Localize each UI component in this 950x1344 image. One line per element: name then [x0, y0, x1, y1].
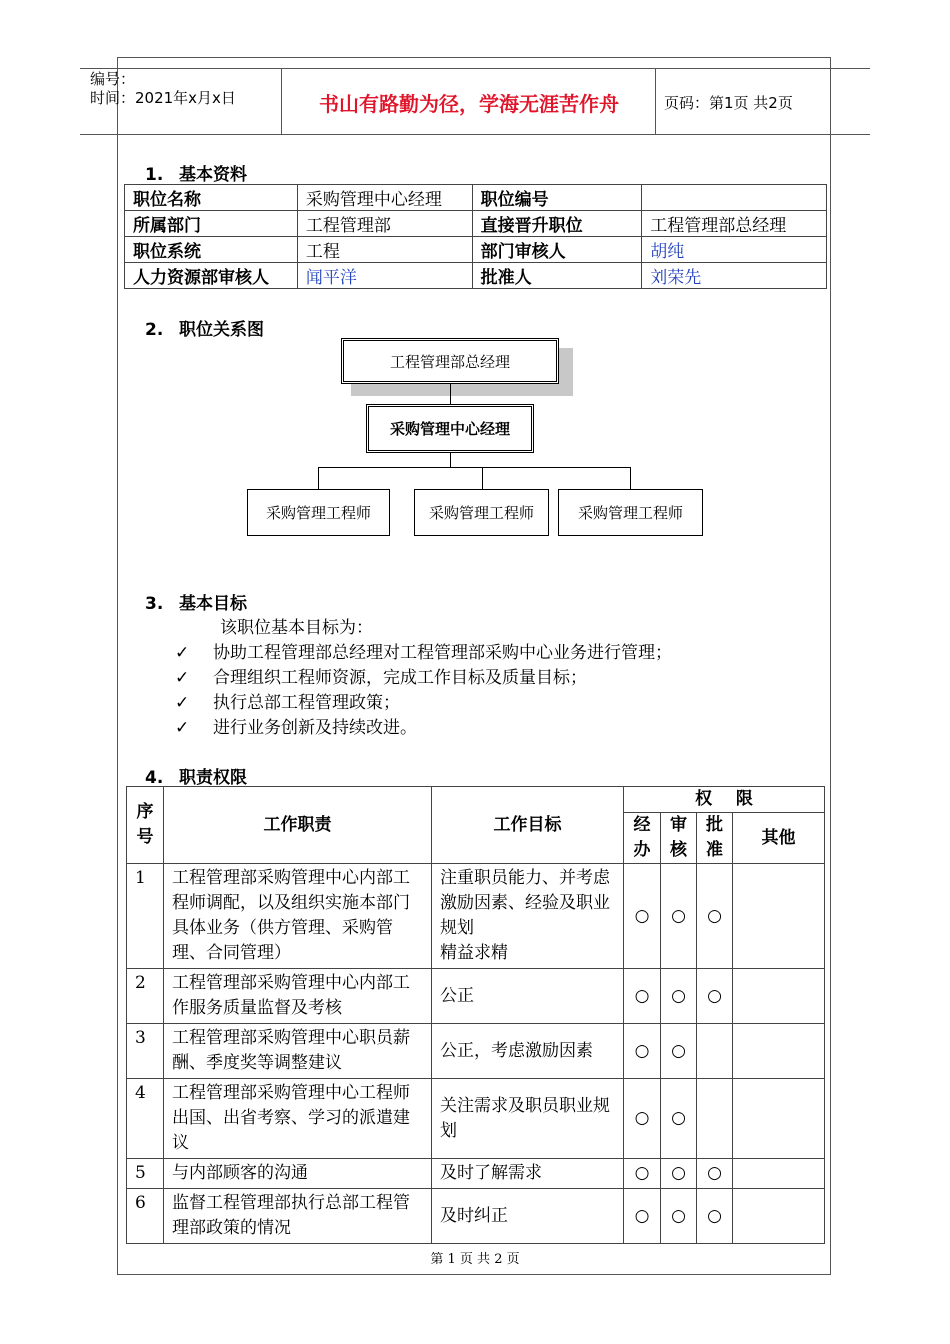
mark-cell: ○	[661, 1159, 697, 1189]
value-cell: 刘荣先	[642, 263, 827, 289]
seq-cell: 5	[127, 1159, 164, 1189]
header-authority: 权 限	[624, 787, 825, 813]
header-bottom-rule	[80, 134, 870, 135]
org-node-child: 采购管理工程师	[247, 489, 390, 536]
section-label: 基本资料	[179, 165, 247, 185]
table-header-row	[127, 787, 825, 813]
goal-cell: 公正	[432, 969, 624, 1024]
connector-line	[630, 467, 631, 489]
seq-cell: 1	[127, 864, 164, 969]
mark-cell: ○	[624, 1189, 661, 1244]
seq-cell: 2	[127, 969, 164, 1024]
seq-cell: 6	[127, 1189, 164, 1244]
label-cell: 直接晋升职位	[472, 211, 642, 237]
list-item-text: 合理组织工程师资源，完成工作目标及质量目标；	[213, 668, 587, 688]
mark-cell: ○	[661, 1024, 697, 1079]
duty-cell: 工程管理部采购管理中心工程师出国、出省考察、学习的派遣建议	[164, 1079, 432, 1159]
mark-cell: ○	[624, 1079, 661, 1159]
duty-cell: 工程管理部采购管理中心职员薪酬、季度奖等调整建议	[164, 1024, 432, 1079]
table-row	[125, 263, 827, 289]
list-item-text: 协助工程管理部总经理对工程管理部采购中心业务进行管理；	[213, 643, 672, 663]
mark-cell: ○	[624, 864, 661, 969]
table-row	[127, 969, 825, 1024]
section-2-title	[145, 315, 264, 340]
table-row	[125, 237, 827, 263]
mark-cell: ○	[661, 864, 697, 969]
header-top-rule	[80, 68, 870, 69]
value-cell: 工程管理部总经理	[642, 211, 827, 237]
objective-intro: 该职位基本目标为：	[220, 618, 373, 638]
mark-cell: ○	[697, 1159, 733, 1189]
org-node-child: 采购管理工程师	[558, 489, 703, 536]
mark-cell: ○	[661, 1189, 697, 1244]
mark-cell: ○	[661, 1079, 697, 1159]
label-cell: 职位名称	[125, 185, 298, 211]
number-label: 编号：	[90, 70, 136, 88]
seq-cell: 4	[127, 1079, 164, 1159]
checkmark-icon: ✓	[175, 643, 190, 663]
duty-cell: 工程管理部采购管理中心内部工作服务质量监督及考核	[164, 969, 432, 1024]
checkmark-icon: ✓	[175, 668, 190, 688]
label-cell: 职位编号	[472, 185, 642, 211]
org-node-top: 工程管理部总经理	[341, 338, 559, 384]
value-cell	[642, 185, 827, 211]
header-seq: 序号	[127, 787, 164, 864]
mark-cell: ○	[697, 864, 733, 969]
mark-cell	[697, 1079, 733, 1159]
value-cell: 工程	[297, 237, 472, 263]
label-cell: 部门审核人	[472, 237, 642, 263]
mark-cell	[733, 1189, 825, 1244]
header-other: 其他	[733, 813, 825, 864]
section-3-title	[145, 589, 247, 614]
table-row	[127, 864, 825, 969]
duty-cell: 工程管理部采购管理中心内部工程师调配，以及组织实施本部门具体业务（供方管理、采购管理、合同管理）	[164, 864, 432, 969]
header-review: 审核	[661, 813, 697, 864]
value-cell: 工程管理部	[297, 211, 472, 237]
time-label: 时间：2021年x月x日	[90, 89, 236, 107]
header-do: 经办	[624, 813, 661, 864]
mark-cell: ○	[624, 1024, 661, 1079]
value-cell: 胡纯	[642, 237, 827, 263]
header-duty: 工作职责	[164, 787, 432, 864]
mark-cell	[733, 1024, 825, 1079]
section-label: 职位关系图	[179, 320, 264, 340]
section-number: 1.	[145, 165, 164, 185]
connector-line	[450, 453, 451, 467]
section-label: 基本目标	[179, 594, 247, 614]
checkmark-icon: ✓	[175, 693, 190, 713]
value-cell: 闻平洋	[297, 263, 472, 289]
header-motto: 书山有路勤为径，学海无涯苦作舟	[319, 92, 619, 116]
section-number: 2.	[145, 320, 164, 340]
table-row	[127, 1079, 825, 1159]
list-item	[175, 638, 672, 663]
list-item	[175, 713, 417, 738]
mark-cell	[733, 864, 825, 969]
header-goal: 工作目标	[432, 787, 624, 864]
label-cell: 人力资源部审核人	[125, 263, 298, 289]
list-item	[175, 688, 400, 713]
duty-table	[126, 786, 825, 1244]
header-divider	[655, 68, 656, 134]
goal-cell: 及时纠正	[432, 1189, 624, 1244]
section-1-title	[145, 160, 247, 185]
goal-cell: 公正，考虑激励因素	[432, 1024, 624, 1079]
connector-line	[450, 384, 451, 404]
mark-cell	[733, 1159, 825, 1189]
header-approve: 批准	[697, 813, 733, 864]
mark-cell: ○	[661, 969, 697, 1024]
table-row	[127, 1189, 825, 1244]
connector-line	[482, 467, 483, 489]
page-footer: 第 1 页 共 2 页	[430, 1252, 520, 1267]
mark-cell	[733, 1079, 825, 1159]
seq-cell: 3	[127, 1024, 164, 1079]
list-item-text: 进行业务创新及持续改进。	[213, 718, 417, 738]
header-meta	[90, 70, 236, 108]
goal-cell: 注重职员能力、并考虑激励因素、经验及职业规划 精益求精	[432, 864, 624, 969]
mark-cell: ○	[624, 969, 661, 1024]
section-label: 职责权限	[179, 768, 247, 788]
header-page-number: 页码：第1页 共2页	[664, 94, 793, 112]
table-row	[127, 1159, 825, 1189]
mark-cell	[697, 1024, 733, 1079]
mark-cell	[733, 969, 825, 1024]
label-cell: 批准人	[472, 263, 642, 289]
list-item-text: 执行总部工程管理政策；	[213, 693, 400, 713]
duty-cell: 与内部顾客的沟通	[164, 1159, 432, 1189]
duty-cell: 监督工程管理部执行总部工程管理部政策的情况	[164, 1189, 432, 1244]
mark-cell: ○	[624, 1159, 661, 1189]
header-divider	[281, 68, 282, 134]
table-row	[127, 1024, 825, 1079]
basic-info-table	[124, 184, 827, 289]
label-cell: 所属部门	[125, 211, 298, 237]
mark-cell: ○	[697, 1189, 733, 1244]
table-row	[125, 211, 827, 237]
checkmark-icon: ✓	[175, 718, 190, 738]
org-node-current: 采购管理中心经理	[366, 404, 534, 453]
section-number: 4.	[145, 768, 164, 788]
list-item	[175, 663, 587, 688]
connector-line	[318, 467, 630, 468]
mark-cell: ○	[697, 969, 733, 1024]
section-4-title	[145, 763, 247, 788]
goal-cell: 关注需求及职员职业规划	[432, 1079, 624, 1159]
section-number: 3.	[145, 594, 164, 614]
connector-line	[318, 467, 319, 489]
org-node-child: 采购管理工程师	[414, 489, 549, 536]
table-row	[125, 185, 827, 211]
value-cell: 采购管理中心经理	[297, 185, 472, 211]
label-cell: 职位系统	[125, 237, 298, 263]
goal-cell: 及时了解需求	[432, 1159, 624, 1189]
